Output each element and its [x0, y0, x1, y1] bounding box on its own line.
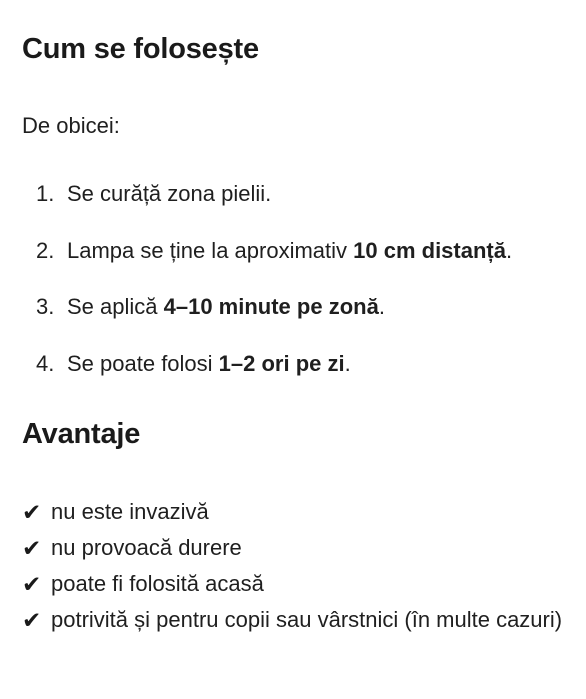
step-text: Lampa se ține la aproximativ — [67, 237, 354, 263]
step-text-end: . — [344, 350, 351, 376]
list-item — [22, 566, 567, 602]
list-item — [22, 494, 567, 530]
advantage-text: nu este invazivă — [51, 499, 209, 524]
step-number: 2. — [36, 237, 55, 263]
step-text-end: . — [378, 294, 385, 319]
list-item — [22, 530, 567, 566]
step-text: Se curăță zona pielii. — [67, 181, 272, 206]
step-emphasis: 1–2 ori pe zi — [218, 350, 345, 376]
check-mark-icon: ✔ — [22, 535, 42, 561]
advantage-text: nu provoacă durere — [51, 535, 242, 560]
list-item — [22, 178, 567, 210]
list-item — [22, 602, 567, 638]
list-item — [22, 291, 567, 323]
list-item — [22, 348, 567, 380]
step-number: 4. — [36, 350, 55, 376]
step-text-end: . — [505, 237, 513, 263]
step-number: 1. — [36, 181, 55, 206]
step-number: 3. — [36, 294, 55, 319]
step-emphasis: 4–10 minute pe zonă — [163, 294, 379, 319]
usage-intro: De obicei: — [22, 113, 120, 138]
check-mark-icon: ✔ — [22, 571, 42, 597]
advantages-heading: Avantaje — [22, 418, 141, 450]
advantage-text: poate fi folosită acasă — [51, 571, 264, 596]
list-item — [22, 235, 567, 267]
step-text: Se aplică — [67, 294, 164, 319]
check-mark-icon: ✔ — [22, 499, 42, 525]
check-mark-icon: ✔ — [22, 607, 42, 633]
usage-steps-list — [22, 178, 567, 404]
advantage-text: potrivită și pentru copii sau vârstnici (în multe cazuri) — [51, 607, 563, 632]
step-text: Se poate folosi — [67, 350, 219, 376]
step-emphasis: 10 cm distanță — [353, 237, 506, 263]
usage-heading: Cum se folosește — [22, 33, 259, 65]
advantages-list — [22, 494, 567, 638]
